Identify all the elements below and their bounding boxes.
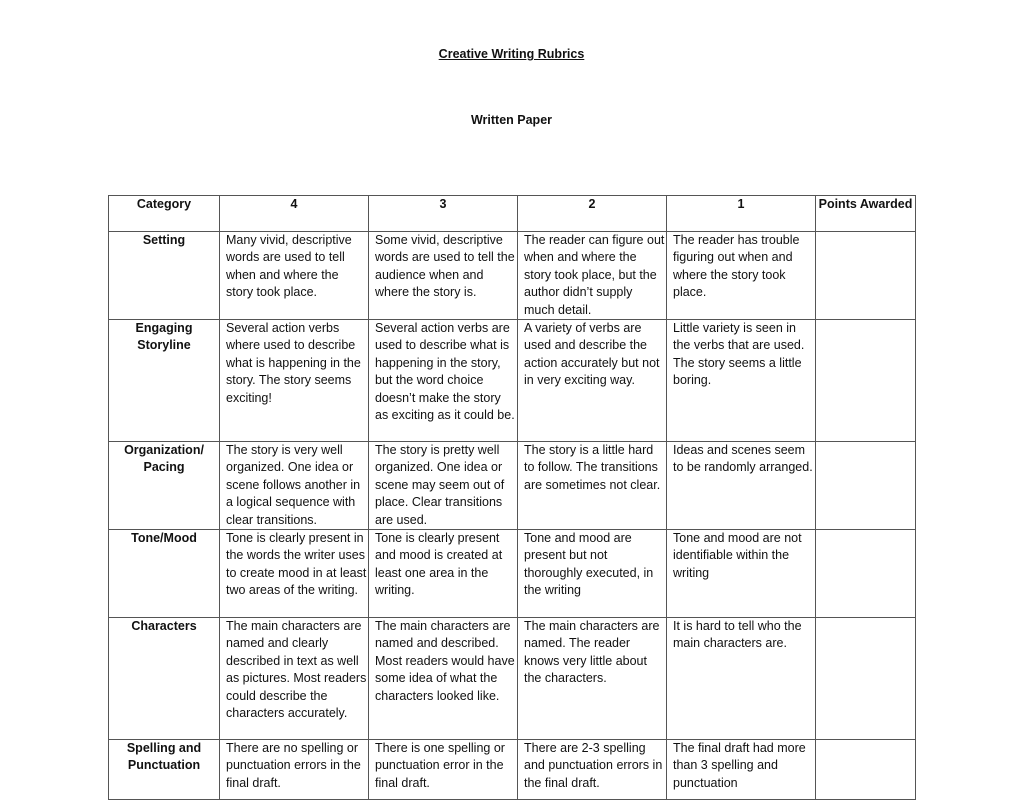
document-title: Creative Writing Rubrics (438, 47, 585, 61)
cell-score-1: Tone and mood are not identifiable within the writing (667, 530, 816, 618)
row-category: Setting (109, 232, 220, 320)
row-category: Engaging Storyline (109, 320, 220, 442)
cell-score-3: Tone is clearly present and mood is created at least one area in the writing. (369, 530, 518, 618)
table-row (109, 320, 916, 442)
cell-score-3: The story is pretty well organized. One idea or scene may seem out of place. Clear transitions are used. (369, 442, 518, 530)
header-row (109, 196, 916, 232)
cell-score-1: Little variety is seen in the verbs that are used. The story seems a little boring. (667, 320, 816, 442)
cell-score-3: There is one spelling or punctuation error in the final draft. (369, 740, 518, 800)
table-row (109, 618, 916, 740)
table-row (109, 442, 916, 530)
cell-score-2: Tone and mood are present but not thoroughly executed, in the writing (518, 530, 667, 618)
cell-score-2: The story is a little hard to follow. The transitions are sometimes not clear. (518, 442, 667, 530)
row-category: Characters (109, 618, 220, 740)
cell-score-3: The main characters are named and described. Most readers would have some idea of what the characters looked like. (369, 618, 518, 740)
header-score-2: 2 (518, 196, 667, 232)
cell-score-2: A variety of verbs are used and describe the action accurately but not in very exciting way. (518, 320, 667, 442)
cell-points[interactable] (816, 232, 916, 320)
header-score-3: 3 (369, 196, 518, 232)
cell-score-1: The final draft had more than 3 spelling and punctuation (667, 740, 816, 800)
cell-points[interactable] (816, 618, 916, 740)
cell-score-4: Several action verbs where used to describe what is happening in the story. The story seems exciting! (220, 320, 369, 442)
cell-score-2: There are 2-3 spelling and punctuation errors in the final draft. (518, 740, 667, 800)
cell-score-4: The main characters are named and clearly described in text as well as pictures. Most readers could describe the characters accurately. (220, 618, 369, 740)
row-category: Spelling and Punctuation (109, 740, 220, 800)
cell-points[interactable] (816, 530, 916, 618)
cell-score-2: The main characters are named. The reader knows very little about the characters. (518, 618, 667, 740)
row-category: Organization/ Pacing (109, 442, 220, 530)
table-row (109, 530, 916, 618)
header-score-4: 4 (220, 196, 369, 232)
cell-score-1: The reader has trouble figuring out when and where the story took place. (667, 232, 816, 320)
document-subtitle: Written Paper (470, 113, 553, 127)
cell-score-3: Several action verbs are used to describe what is happening in the story, but the word choice doesn’t make the story as exciting as it could be. (369, 320, 518, 442)
table-row (109, 232, 916, 320)
cell-score-4: Tone is clearly present in the words the writer uses to create mood in at least two areas of the writing. (220, 530, 369, 618)
header-category: Category (109, 196, 220, 232)
cell-points[interactable] (816, 442, 916, 530)
cell-score-1: Ideas and scenes seem to be randomly arranged. (667, 442, 816, 530)
header-score-1: 1 (667, 196, 816, 232)
cell-points[interactable] (816, 320, 916, 442)
rubric-table (108, 195, 916, 800)
cell-score-1: It is hard to tell who the main characters are. (667, 618, 816, 740)
cell-score-4: Many vivid, descriptive words are used to tell when and where the story took place. (220, 232, 369, 320)
header-points-awarded: Points Awarded (816, 196, 916, 232)
cell-score-4: There are no spelling or punctuation errors in the final draft. (220, 740, 369, 800)
cell-score-2: The reader can figure out when and where the story took place, but the author didn’t supply much detail. (518, 232, 667, 320)
row-category: Tone/Mood (109, 530, 220, 618)
cell-score-3: Some vivid, descriptive words are used to tell the audience when and where the story is. (369, 232, 518, 320)
cell-score-4: The story is very well organized. One idea or scene follows another in a logical sequence with clear transitions. (220, 442, 369, 530)
